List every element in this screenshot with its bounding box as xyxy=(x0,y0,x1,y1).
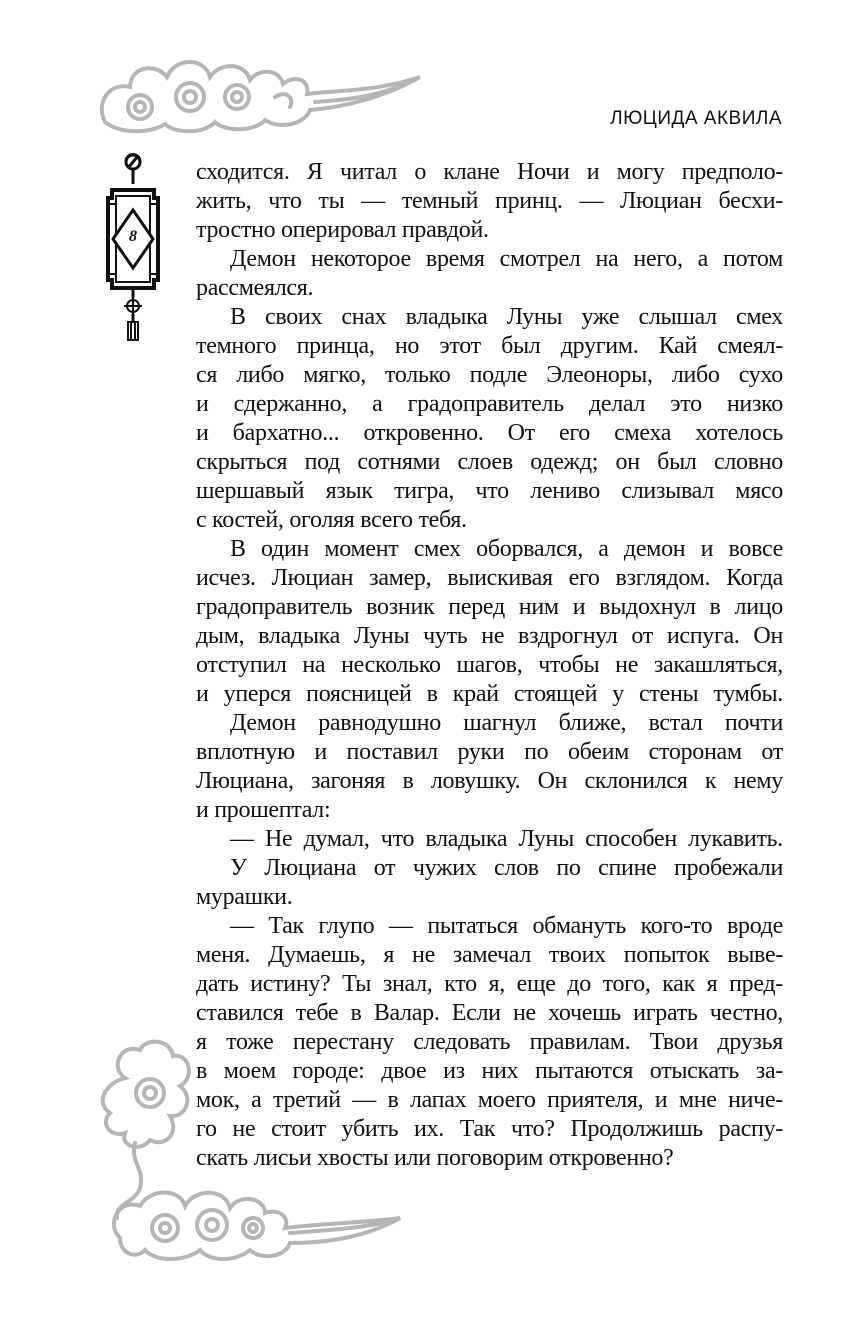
cloud-ornament-top xyxy=(95,52,425,134)
text-line: вплотную и поставил руки по обеим сторонам от xyxy=(196,739,783,765)
text-line: и сдержанно, а градоправитель делал это низко xyxy=(196,391,783,417)
text-line: исчез. Люциан замер, выискивая его взглядом. Когда xyxy=(196,565,783,591)
text-line: жить, что ты — темный принц. — Люциан бесхи- xyxy=(196,188,783,214)
text-line: дать истину? Ты знал, кто я, еще до того, как я пред- xyxy=(196,971,783,997)
text-line: шершавый язык тигра, что лениво слизывал мясо xyxy=(196,478,783,504)
text-line: и уперся поясницей в край стоящей у стены тумбы. xyxy=(196,681,783,707)
text-line: — Не думал, что владыка Луны способен лукавить. xyxy=(230,826,783,852)
text-line: В своих снах владыка Луны уже слышал смех xyxy=(230,304,783,330)
text-line: го не стоит убить их. Так что? Продолжишь распу- xyxy=(196,1116,783,1142)
body-text xyxy=(196,158,783,1173)
cloud-ornament-bottom xyxy=(95,1038,405,1263)
page-number: 8 xyxy=(129,228,137,245)
text-line: сходится. Я читал о клане Ночи и могу предполо- xyxy=(196,159,783,185)
text-line: В один момент смех оборвался, а демон и вовсе xyxy=(230,536,783,562)
text-line: отступил на несколько шагов, чтобы не закашляться, xyxy=(196,652,783,678)
text-line: и прошептал: xyxy=(196,797,331,823)
text-line: градоправитель возник перед ним и выдохнул в лицо xyxy=(196,594,783,620)
text-line: меня. Думаешь, я не замечал твоих попыток выве- xyxy=(196,942,783,968)
text-line: тростно оперировал правдой. xyxy=(196,217,489,243)
text-line: Люциана, загоняя в ловушку. Он склонился к нему xyxy=(196,768,783,794)
text-line: темного принца, но этот был другим. Кай смеял- xyxy=(196,333,783,359)
text-line: мурашки. xyxy=(196,884,293,910)
text-line: ся либо мягко, только подле Элеоноры, либо сухо xyxy=(196,362,783,388)
text-line: скать лисьи хвосты или поговорим откровенно? xyxy=(196,1145,674,1171)
text-line: ставился тебе в Валар. Если не хочешь играть честно, xyxy=(196,1000,783,1026)
text-line: Демон равнодушно шагнул ближе, встал почти xyxy=(230,710,783,736)
text-line: мок, а третий — в лапах моего приятеля, и мне ниче- xyxy=(196,1087,783,1113)
text-line: я тоже перестану следовать правилам. Твои друзья xyxy=(196,1029,783,1055)
text-line: рассмеялся. xyxy=(196,275,314,301)
text-line: скрыться под сотнями слоев одежд; он был словно xyxy=(196,449,783,475)
text-line: и бархатно... откровенно. От его смеха хотелось xyxy=(196,420,783,446)
running-title: ЛЮЦИДА АКВИЛА xyxy=(610,108,782,129)
text-line: дым, владыка Луны чуть не вздрогнул от испуга. Он xyxy=(196,623,783,649)
text-line: У Люциана от чужих слов по спине пробежали xyxy=(230,855,783,881)
knot-icon xyxy=(126,155,140,170)
endless-knot-icon xyxy=(124,297,142,315)
text-line: с костей, оголяя всего тебя. xyxy=(196,507,467,533)
page-number-badge xyxy=(104,152,162,342)
text-line: в моем городе: двое из них пытаются отыскать за- xyxy=(196,1058,783,1084)
text-line: Демон некоторое время смотрел на него, а потом xyxy=(230,246,783,272)
text-line: — Так глупо — пытаться обмануть кого-то вроде xyxy=(230,913,783,939)
